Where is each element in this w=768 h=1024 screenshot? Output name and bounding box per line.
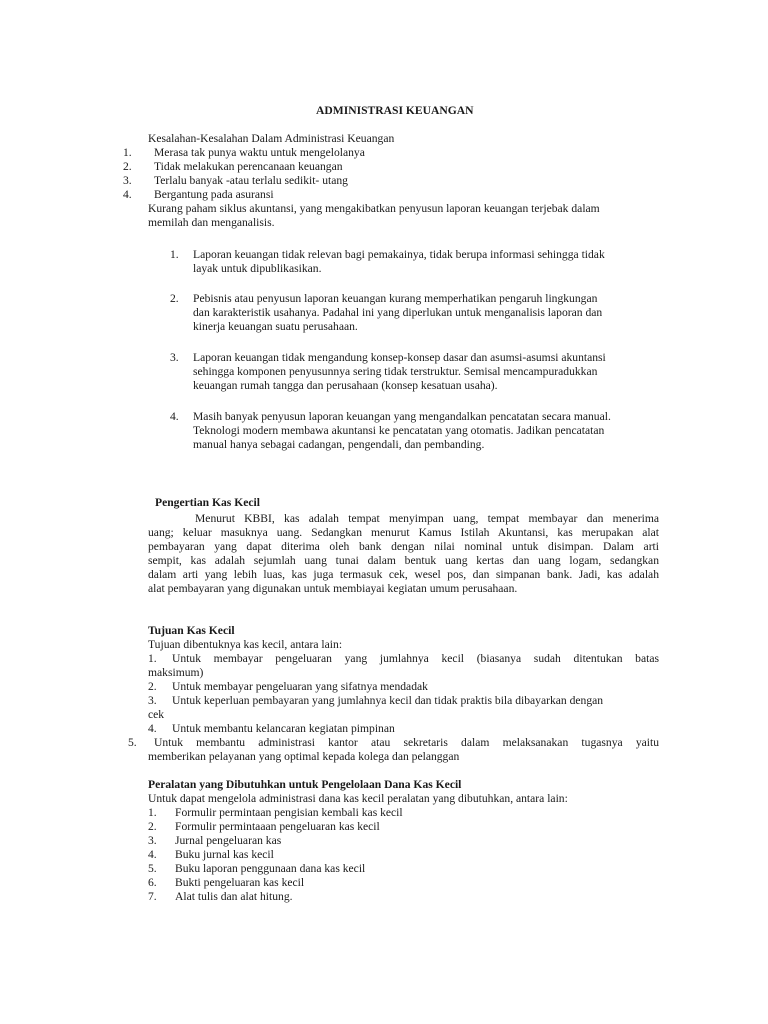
sub-item-line: keuangan rumah tangga dan perusahaan (konsep kesatuan usaha). — [193, 379, 498, 392]
sub-item-number: 4. — [170, 410, 179, 423]
section4-heading: Peralatan yang Dibutuhkan untuk Pengelolaan Dana Kas Kecil — [148, 778, 462, 791]
list-item: Buku laporan penggunaan dana kas kecil — [175, 862, 366, 875]
list-item: memberikan pelayanan yang optimal kepada kolega dan pelanggan — [148, 750, 460, 763]
list-item: Tidak melakukan perencanaan keuangan — [154, 160, 343, 173]
list-item: Merasa tak punya waktu untuk mengelolanya — [154, 146, 365, 159]
paragraph-line: memilah dan menganalisis. — [148, 216, 275, 229]
list-item-number: 1. — [148, 806, 157, 819]
section3-heading: Tujuan Kas Kecil — [148, 624, 235, 637]
sub-item-line: Pebisnis atau penyusun laporan keuangan kurang memperhatikan pengaruh lingkungan — [193, 292, 598, 305]
paragraph-line: pembayaran yang dapat diterima oleh bank dengan nilai nominal untuk disimpan. Dalam arti — [148, 540, 659, 553]
list-item: Bergantung pada asuransi — [154, 188, 274, 201]
list-item: Untuk membantu administrasi kantor atau sekretaris dalam melaksanakan tugasnya yaitu — [154, 736, 659, 749]
list-item-number: 6. — [148, 876, 157, 889]
sub-item-line: Laporan keuangan tidak mengandung konsep-konsep dasar dan asumsi-asumsi akuntansi — [193, 351, 606, 364]
list-item-number: 2. — [148, 820, 157, 833]
paragraph-line: Menurut KBBI, kas adalah tempat menyimpan uang, tempat membayar dan menerima — [195, 512, 659, 525]
list-item-number: 3. — [148, 834, 157, 847]
paragraph-line: uang; keluar masuknya uang. Sedangkan menurut Kamus Istilah Akuntansi, kas merupakan alat — [148, 526, 659, 539]
section2-heading: Pengertian Kas Kecil — [155, 496, 260, 509]
list-item: Untuk membayar pengeluaran yang sifatnya mendadak — [172, 680, 428, 693]
paragraph-line: sempit, kas adalah sejumlah uang tunai dalam bentuk uang kertas dan uang logam, sedangkan — [148, 554, 659, 567]
section1-heading: Kesalahan-Kesalahan Dalam Administrasi Keuangan — [148, 132, 395, 145]
list-item-number: 7. — [148, 890, 157, 903]
list-item-number: 1. — [148, 652, 157, 665]
section3-intro: Tujuan dibentuknya kas kecil, antara lain: — [148, 638, 343, 651]
list-item: Terlalu banyak -atau terlalu sedikit- utang — [154, 174, 348, 187]
sub-item-number: 3. — [170, 351, 179, 364]
list-item: Formulir permintaaan pengeluaran kas kecil — [175, 820, 380, 833]
list-item-number: 5. — [128, 736, 137, 749]
list-item: Untuk membantu kelancaran kegiatan pimpinan — [172, 722, 395, 735]
list-item-number: 3. — [148, 694, 157, 707]
list-item: maksimum) — [148, 666, 204, 679]
list-item: cek — [148, 708, 165, 721]
sub-item-line: Laporan keuangan tidak relevan bagi pemakainya, tidak berupa informasi sehingga tidak — [193, 248, 605, 261]
list-item-number: 1. — [123, 146, 132, 159]
list-item-number: 5. — [148, 862, 157, 875]
sub-item-line: sehingga komponen penyusunnya sering tidak terstruktur. Semisal mencampuradukkan — [193, 365, 598, 378]
paragraph-line: dalam arti yang lebih luas, kas juga termasuk cek, wesel pos, dan simpanan bank. Jadi, kas adalah — [148, 568, 659, 581]
list-item: Untuk membayar pengeluaran yang jumlahnya kecil (biasanya sudah ditentukan batas — [172, 652, 659, 665]
sub-item-line: Masih banyak penyusun laporan keuangan yang mengandalkan pencatatan secara manual. — [193, 410, 611, 423]
list-item-number: 2. — [148, 680, 157, 693]
list-item: Untuk keperluan pembayaran yang jumlahnya kecil dan tidak praktis bila dibayarkan dengan — [172, 694, 604, 707]
sub-item-number: 1. — [170, 248, 179, 261]
section4-intro: Untuk dapat mengelola administrasi dana kas kecil peralatan yang dibutuhkan, antara lain: — [148, 792, 568, 805]
paragraph-line: alat pembayaran yang digunakan untuk membiayai kegiatan umum perusahaan. — [148, 582, 518, 595]
sub-item-line: Teknologi modern membawa akuntansi ke pencatatan yang otomatis. Jadikan pencatatan — [193, 424, 605, 437]
list-item-number: 4. — [123, 188, 132, 201]
list-item: Buku jurnal kas kecil — [175, 848, 274, 861]
list-item: Bukti pengeluaran kas kecil — [175, 876, 305, 889]
list-item: Jurnal pengeluaran kas — [175, 834, 282, 847]
sub-item-line: dan karakteristik usahanya. Padahal ini yang diperlukan untuk menganalisis laporan dan — [193, 306, 603, 319]
list-item-number: 4. — [148, 722, 157, 735]
list-item-number: 3. — [123, 174, 132, 187]
list-item: Alat tulis dan alat hitung. — [175, 890, 293, 903]
sub-item-line: layak untuk dipublikasikan. — [193, 262, 322, 275]
list-item-number: 4. — [148, 848, 157, 861]
paragraph-line: Kurang paham siklus akuntansi, yang mengakibatkan penyusun laporan keuangan terjebak dalam — [148, 202, 600, 215]
sub-item-number: 2. — [170, 292, 179, 305]
sub-item-line: kinerja keuangan suatu perusahaan. — [193, 320, 358, 333]
sub-item-line: manual hanya sebagai cadangan, pengendali, dan pembanding. — [193, 438, 485, 451]
page-title: ADMINISTRASI KEUANGAN — [316, 104, 474, 117]
list-item: Formulir permintaan pengisian kembali kas kecil — [175, 806, 403, 819]
list-item-number: 2. — [123, 160, 132, 173]
